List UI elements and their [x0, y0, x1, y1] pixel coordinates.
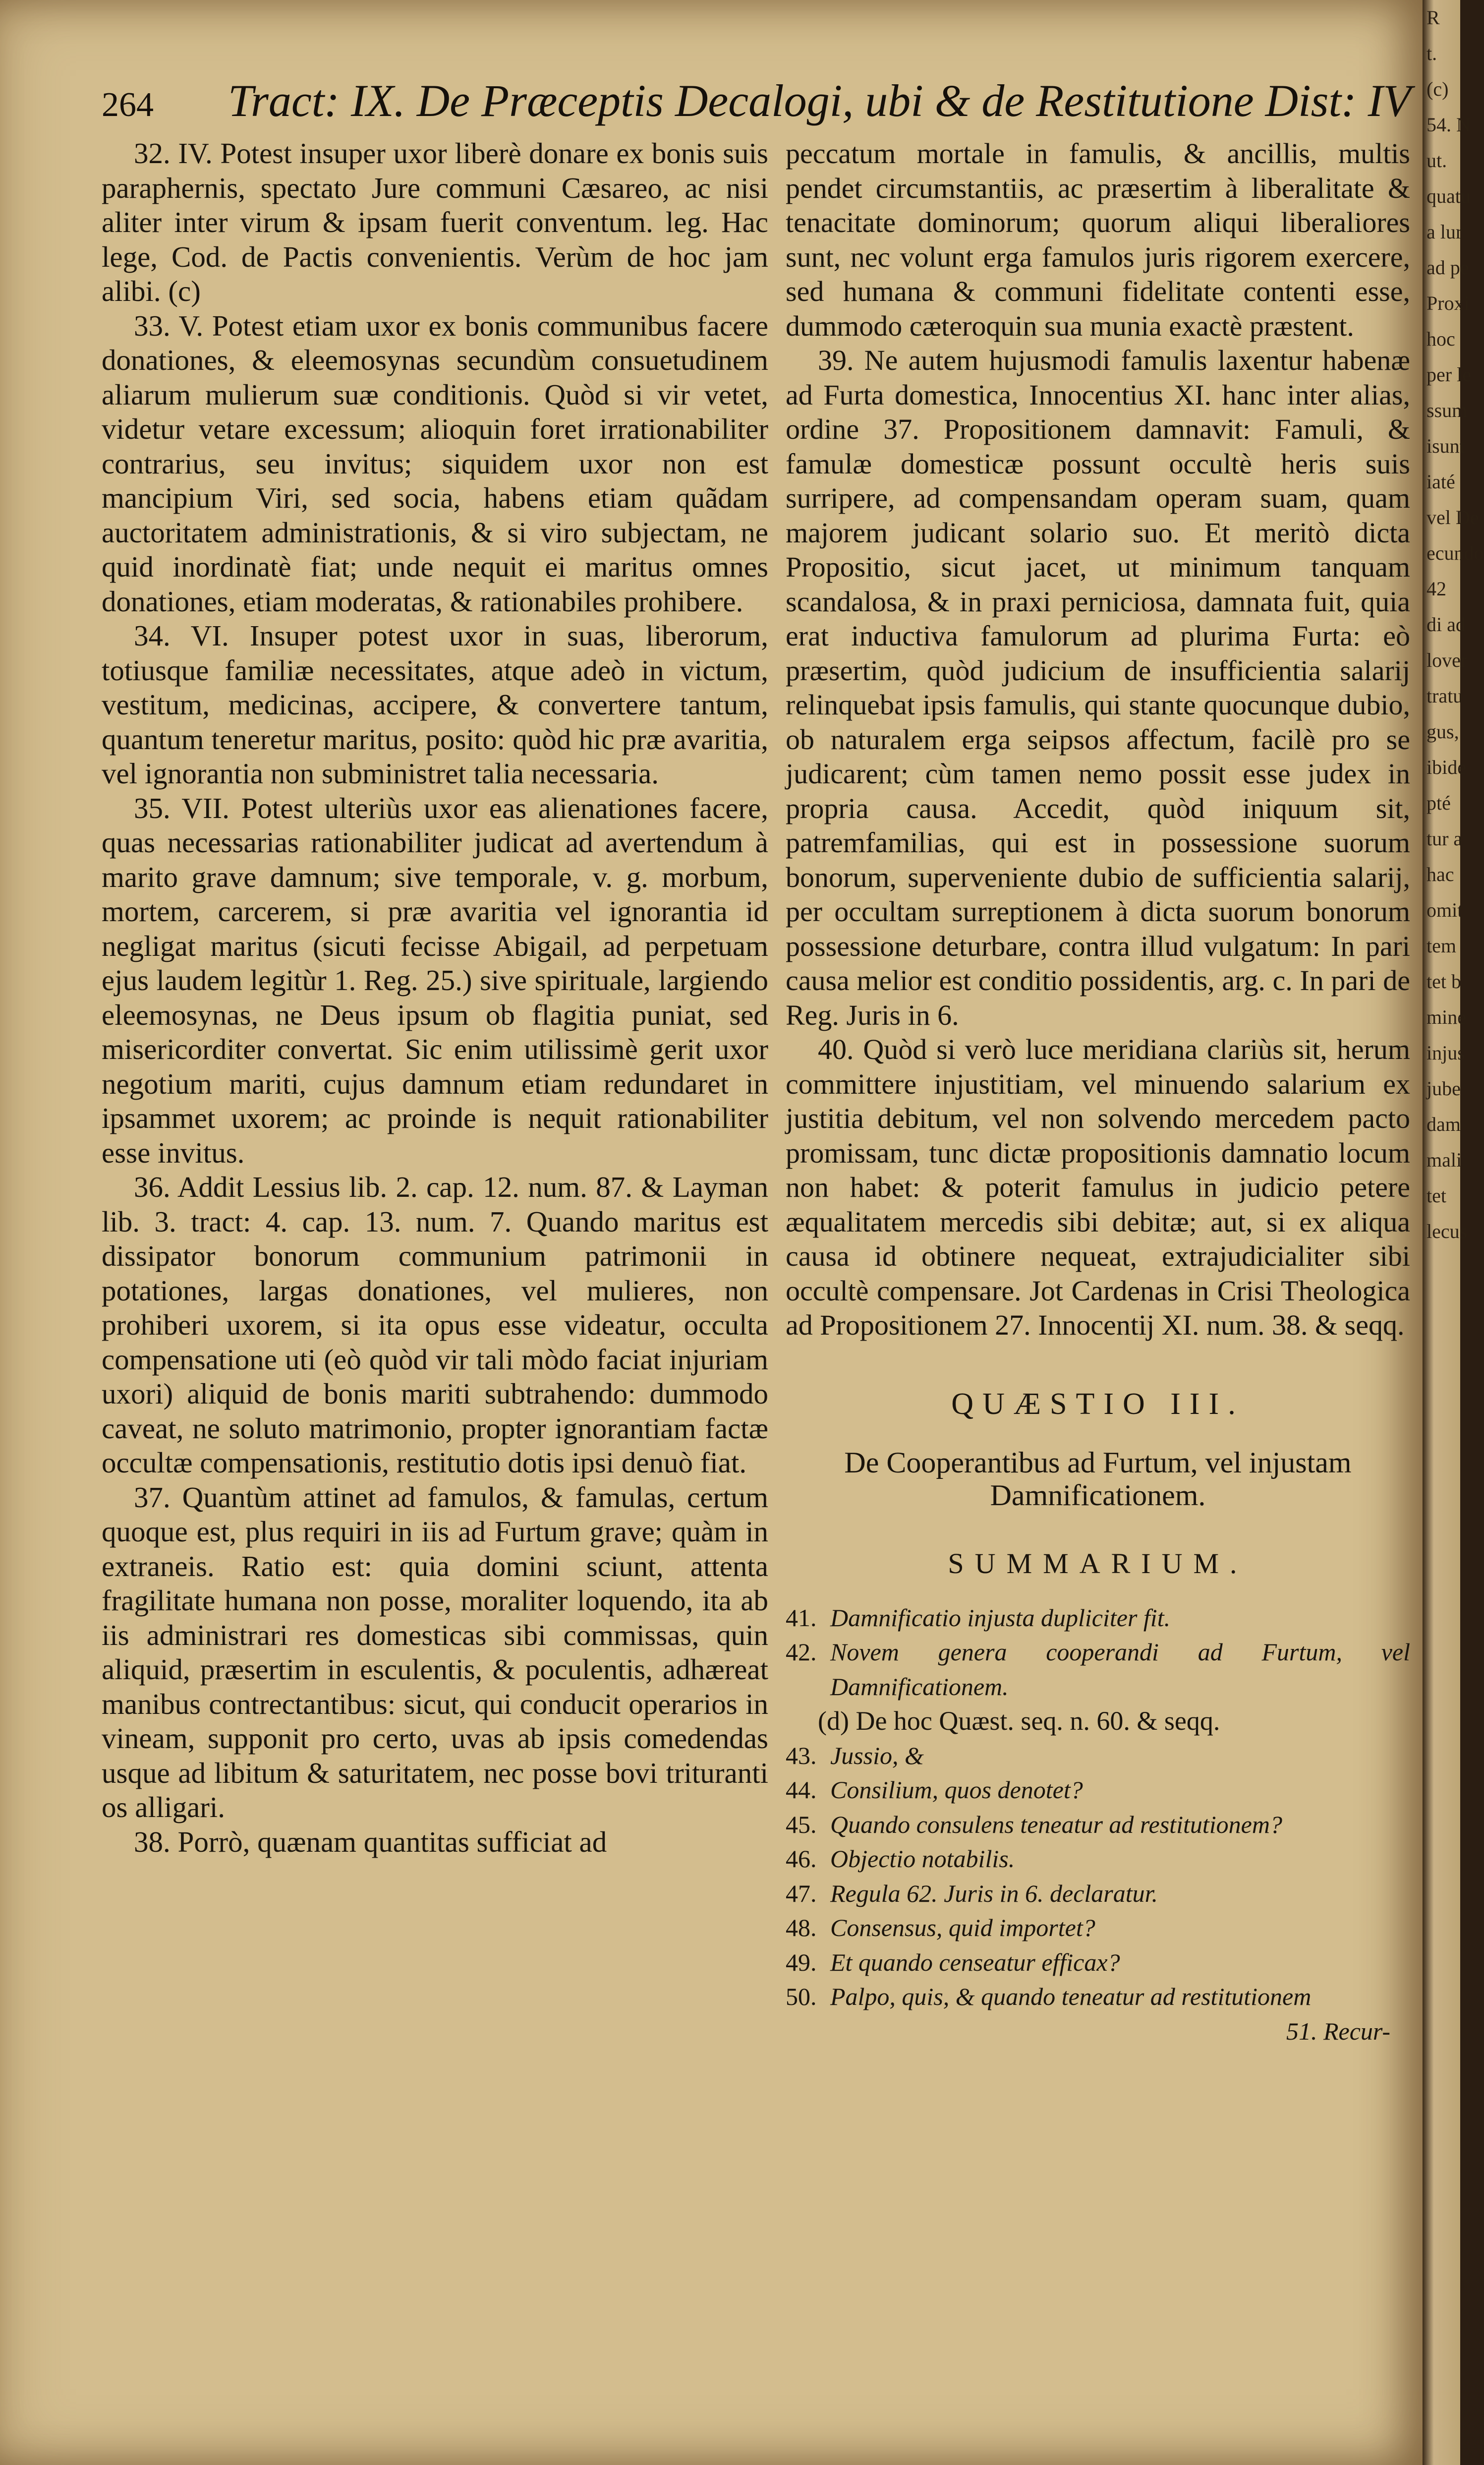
summary-list: [786, 1601, 1410, 1704]
summary-item: 43. Jussio, &: [786, 1741, 924, 1769]
paragraph-37: 37. Quantùm attinet ad famulos, & famulas, certum quoque est, plus requiri in iis ad Furtum grave; quàm in extraneis. Ratio est: quia domini sciunt, attenta fragilitate humana non posse, moraliter loquendo, ita ab iis administrari res domesticas sibi commissas, quin aliquid, præsertim in esculentis, & poculentis, adhæreat manibus contrectantibus: sicut, qui conducit operarios in vineam, supponit pro certo, uvas ab ipsis comedendas usque ad libitum & saturitatem, nec posse bovi trituranti os alligari.: [102, 1480, 768, 1823]
summary-item: 46. Objectio notabilis.: [786, 1845, 1015, 1873]
paragraph-38: 38. Porrò, quænam quantitas sufficiat ad: [134, 1825, 607, 1858]
paragraph-40: 40. Quòd si verò luce meridiana clariùs sit, herum committere injustitiam, vel minuendo salarium ex justitia debitum, vel non solvendo mercedem pacto promissam, tunc dictæ propositionis damnatio locum non habet: & poterit famulus in judicio petere æqualitatem mercedis sibi debitæ; aut, si ex aliqua causa id obtinere nequeat, extrajudicialiter sibi occultè compensare. Jot Cardenas in Crisi Theologica ad Propositionem 27. Innocentij XI. num. 38. & seqq.: [786, 1033, 1410, 1341]
summary-item: 44. Consilium, quos denotet?: [786, 1776, 1083, 1804]
next-page-edge: [1423, 0, 1484, 2465]
next-page-fragment: ecundo: [1427, 542, 1484, 564]
question-title: QUÆSTIO III.: [951, 1387, 1245, 1421]
next-page-fragment: mine: [1427, 1006, 1466, 1028]
next-page-fragment: 42: [1427, 578, 1446, 600]
left-column: [102, 136, 768, 1859]
next-page-fragment: injus: [1427, 1042, 1465, 1064]
next-page-fragment: 54. N: [1427, 114, 1471, 136]
paragraph-36: 36. Addit Lessius lib. 2. cap. 12. num. 87. & Layman lib. 3. tract: 4. cap. 13. num. 7. Quando maritus est dissipator bonorum communium patrimonii in potationes, largas donationes, vel mulieres, non prohiberi uxorem, si ita opus esse videatur, occulta compensatione uti (eò quòd vir tali mòdo faciat injuriam uxori) aliquid de bonis mariti subtrahendo: dummodo caveat, ne soluto matrimonio, propter ignorantiam factæ occultæ compensationis, restitutio dotis ipsi denuò fiat.: [102, 1171, 768, 1479]
next-page-fragment: hoc: [1427, 328, 1455, 350]
next-page-fragment: dam: [1427, 1113, 1461, 1135]
next-page-fragment: Proxi: [1427, 292, 1470, 314]
paragraph-34: 34. VI. Insuper potest uxor in suas, liberorum, totiusque familiæ necessitates, atque adeò in victum, vestitum, medicinas, accipere, & convertere tantum, quantum teneretur maritus, posito: quòd hic præ avaritia, vel ignorantia non subministret talia necessaria.: [102, 619, 768, 790]
next-page-fragment: lecus: [1427, 1220, 1468, 1242]
next-page-fragment: omit: [1427, 899, 1463, 921]
summary-item: 49. Et quando censeatur efficax?: [786, 1948, 1120, 1976]
summary-item: 45. Quando consulens teneatur ad restitutionem?: [786, 1810, 1282, 1838]
next-page-fragment: tet: [1427, 1184, 1446, 1207]
next-page-fragment: R: [1427, 6, 1440, 29]
question-subtitle: De Cooperantibus ad Furtum, vel injustam Damnificationem.: [844, 1446, 1352, 1512]
next-page-fragment: di ad: [1427, 613, 1466, 636]
next-page-fragment: (c): [1427, 78, 1449, 100]
next-page-fragment: jube: [1427, 1077, 1461, 1100]
next-page-fragment: iaté: [1427, 470, 1455, 493]
next-page-fragment: vel De: [1427, 506, 1479, 528]
paragraph-35: 35. VII. Potest ulteriùs uxor eas alienationes facere, quas necessarias rationabiliter judicat ad avertendum à marito grave damnum; sive temporale, v. g. morbum, mortem, carcerem, si præ avaritia vel ignorantia id negligat maritus (sicuti fecisse Abigail, ad perpetuam ejus laudem legitùr 1. Reg. 25.) sive spirituale, largiendo eleemosynas, ne Deus ipsum ob flagitia puniat, sed misericorditer convertat. Sic enim utilissimè gerit uxor negotium mariti, cujus damnum etiam redundaret in ipsammet uxorem; ac proinde is nequit rationabiliter esse invitus.: [102, 791, 768, 1169]
page-number: 264: [102, 86, 154, 124]
summary-list-continued: [786, 1739, 1410, 2014]
summary-item: 42. Novem genera cooperandi ad Furtum, vel Damnificationem.: [786, 1638, 1410, 1701]
next-page-fragment: gus,: [1427, 720, 1459, 743]
next-page-fragment: hac: [1427, 863, 1454, 885]
header-title: Tract: IX. De Præceptis Decalogi, ubi & de Restitutione Dist: IV: [228, 75, 1411, 126]
summary-item: 50. Palpo, quis, & quando teneatur ad restitutionem: [786, 1983, 1312, 2010]
next-page-fragment: t.: [1427, 42, 1437, 64]
right-column: [786, 136, 1410, 2049]
next-page-fragment: tur a: [1427, 827, 1463, 850]
next-page-fragment: ibide: [1427, 756, 1466, 778]
running-header: [102, 74, 1411, 134]
next-page-fragment: ut.: [1427, 149, 1447, 172]
footnote-d: (d) De hoc Quæst. seq. n. 60. & seqq.: [818, 1706, 1220, 1736]
paragraph-39: 39. Ne autem hujusmodi famulis laxentur habenæ ad Furta domestica, Innocentius XI. hanc inter alias, ordine 37. Propositionem damnavit: Famuli, & famulæ domesticæ possunt occultè heris suis surripere, ad compensandam operam suam, quam majorem judicant solario suo. Et meritò dicta Propositio, sicut jacet, ut minimum tanquam scandalosa, & in praxi perniciosa, damnata fuit, quia erat inductiva famulorum ad plurima Furta: eò præsertim, quòd judicium de insufficientia salarij relinquebat ipsis famulis, qui stante quocunque dubio, ob naturalem erga seipsos affectum, facilè pro se judicarent; cùm tamen nemo possit esse judex in propria causa. Accedit, quòd iniquum sit, patremfamilias, qui est in possessione suorum bonorum, superveniente dubio de sufficientia salarij, per occultam surreptionem à dicta suorum bonorum possessione deturbare, contra illud vulgatum: In pari causa melior est conditio possidentis, arg. c. In pari de Reg. Juris in 6.: [786, 344, 1410, 1031]
next-page-fragment: ssum: [1427, 399, 1468, 421]
summary-heading: SUMMARIUM.: [948, 1547, 1248, 1580]
next-page-fragment: lover: [1427, 649, 1468, 671]
next-page-fragment: a lur: [1427, 221, 1463, 243]
next-page-fragment: mali: [1427, 1149, 1462, 1171]
next-page-fragment: isunt: [1427, 435, 1465, 457]
next-page-fragment: tet b: [1427, 970, 1461, 993]
paragraph-38-continued: peccatum mortale in famulis, & ancillis, multis pendet circumstantiis, ac præsertim à liberalitate & tenacitate dominorum; quorum aliqui liberaliores sunt, nec volunt erga famulos juris rigorem exercere, sed humana & communi fidelitate contenti esse, dummodo cæteroquin sua munia exactè præstent.: [786, 137, 1410, 342]
next-page-fragment: quatu: [1427, 185, 1471, 207]
summary-item: 47. Regula 62. Juris in 6. declaratur.: [786, 1879, 1158, 1907]
next-page-fragment: tratu: [1427, 685, 1463, 707]
next-page-fragment: pté: [1427, 792, 1451, 814]
next-page-fragment: tem: [1427, 935, 1456, 957]
next-page-fragment: per le: [1427, 363, 1471, 386]
next-page-fragment: ad pe: [1427, 256, 1469, 279]
summary-item: 41. Damnificatio injusta dupliciter fit.: [786, 1603, 1171, 1632]
catchword: 51. Recur-: [1286, 2017, 1390, 2045]
paragraph-33: 33. V. Potest etiam uxor ex bonis communibus facere donationes, & eleemosynas secundùm consuetudinem aliarum mulierum suæ conditionis. Quòd si vir vetet, videtur vetare excessum; alioquin foret irrationabiliter contrarius, seu invitus; siquidem uxor non est mancipium Viri, sed socia, habens etiam quãdam auctoritatem administrationis, & si viro subjectam, ne quid inordinatè fiat; unde nequit ei maritus omnes donationes, etiam moderatas, & rationabiles prohibere.: [102, 309, 768, 618]
paragraph-32: 32. IV. Potest insuper uxor liberè donare ex bonis suis paraphernis, spectato Jure communi Cæsareo, ac nisi aliter inter virum & ipsam fuerit conventum. leg. Hac lege, Cod. de Pactis convenientis. Verùm de hoc jam alibi. (c): [102, 137, 768, 307]
summary-item: 48. Consensus, quid importet?: [786, 1914, 1095, 1941]
